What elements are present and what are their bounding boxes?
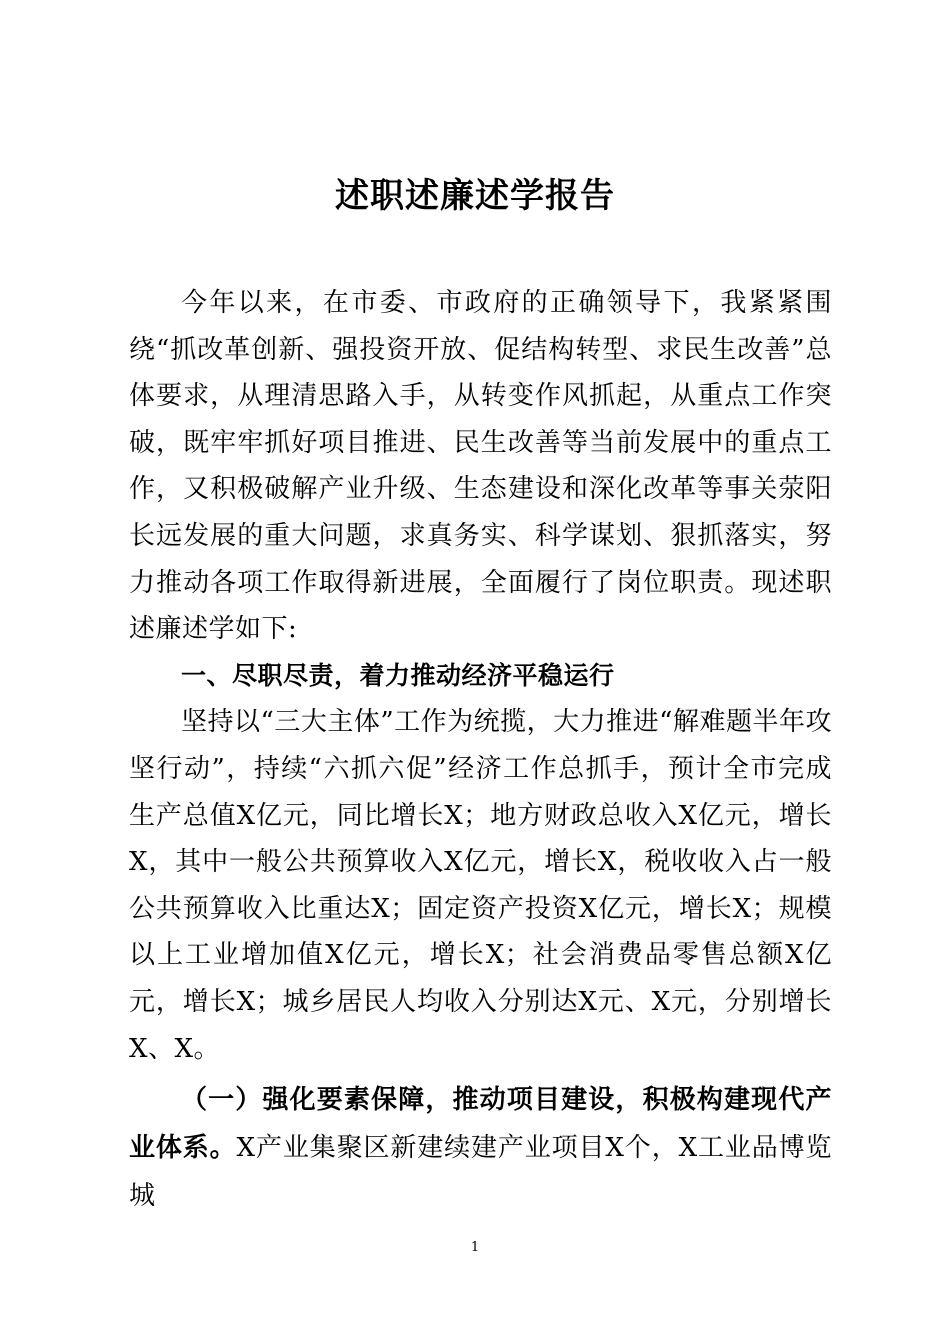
page-number: 1 (470, 1240, 480, 1255)
document-title: 述职述廉述学报告 (335, 176, 615, 216)
subsection-text: X产业集聚区新建续建产业项目X个，X工业品博览城 (129, 1133, 832, 1212)
subsection-heading: （一）强化要素保障，推动项目建设，积极构建现代产业体系。 (129, 1085, 832, 1164)
document-body (129, 280, 832, 1220)
section-heading: 一、尽职尽责，着力推动经济平稳运行 (181, 660, 615, 690)
intro-paragraph: 今年以来，在市委、市政府的正确领导下，我紧紧围绕“抓改革创新、强投资开放、促结构转型、求民生改善”总体要求，从理清思路入手，从转变作风抓起，从重点工作突破，既牢牢抓好项目推进、民生改善等当前发展中的重点工作，又积极破解产业升级、生态建设和深化改革等事关荥阳长远发展的重大问题，求真务实、科学谋划、狠抓落实，努力推动各项工作取得新进展，全面履行了岗位职责。现述职述廉述学如下: (129, 288, 832, 645)
section-paragraph: 坚持以“三大主体”工作为统揽，大力推进“解难题半年攻坚行动”，持续“六抓六促”经济工作总抓手，预计全市完成生产总值X亿元，同比增长X；地方财政总收入X亿元，增长X，其中一般公共预算收入X亿元，增长X，税收收入占一般公共预算收入比重达X；固定资产投资X亿元，增长X；规模以上工业增加值X亿元，增长X；社会消费品零售总额X亿元，增长X；城乡居民人均收入分别达X元、X元，分别增长X、X。 (129, 707, 832, 1064)
subsection-paragraph (129, 1076, 832, 1220)
